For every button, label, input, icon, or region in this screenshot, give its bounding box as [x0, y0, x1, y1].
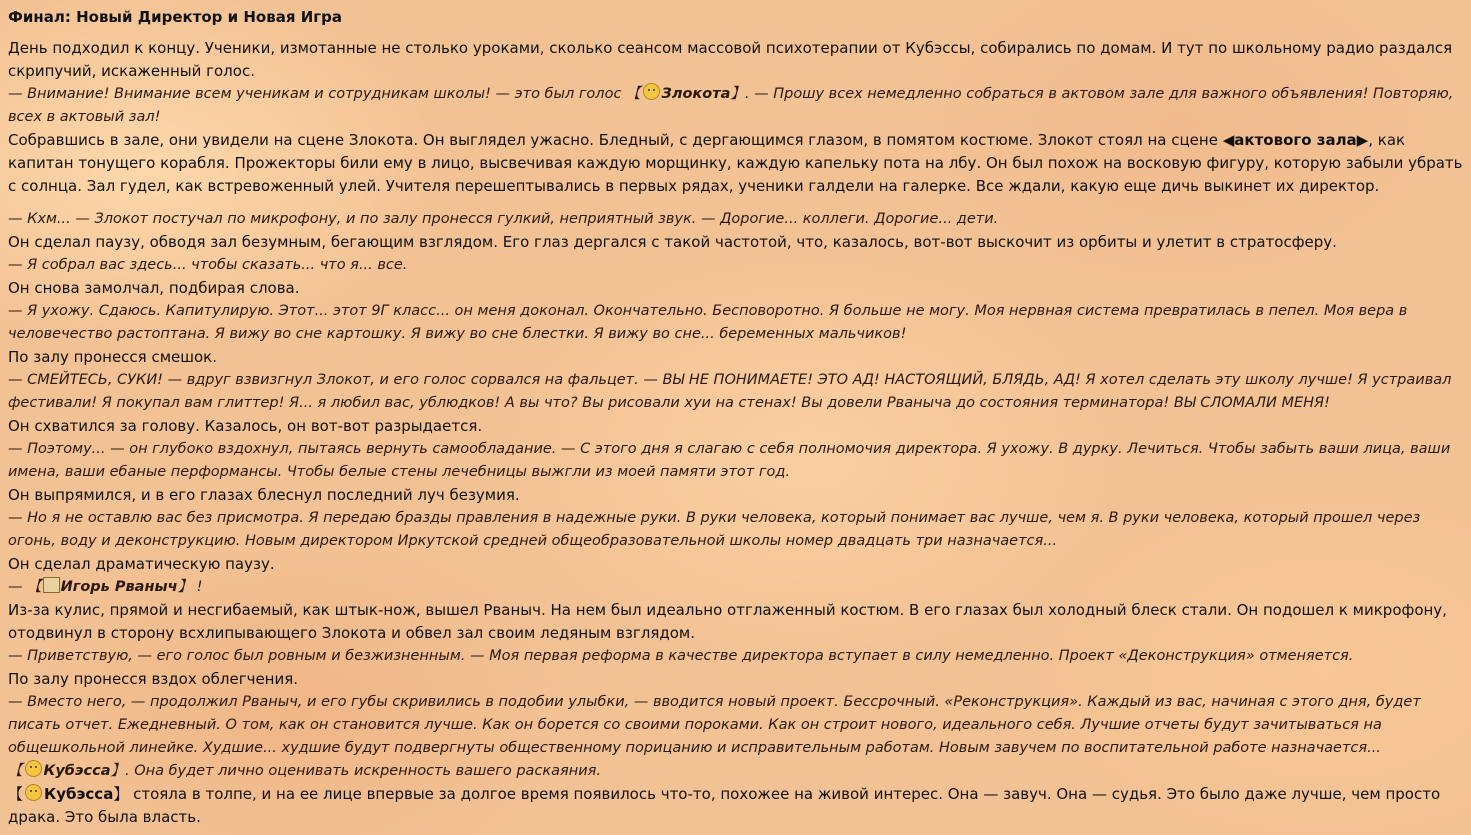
paragraph-narration-6: Он сделал драматическую паузу.	[8, 555, 275, 573]
paragraph-dialogue-4: — СМЕЙТЕСЬ, СУКИ! — вдруг взвизгнул Злокот, и его голос сорвался на фальцет. — ВЫ НЕ ПОНИМАЕТЕ! ЭТО АД! НАСТОЯЩИЙ, БЛЯДЬ, АД! Я хотел сделать эту школу лучше! Я устраивал фестивали! Я покупал вам глиттер! Я... я любил вас, ублюдков! А вы что? Вы рисовали хуи на стенах! Вы довели Рваныча до состояния терминатора! ВЫ СЛОМАЛИ МЕНЯ!	[8, 372, 1452, 411]
paragraph-dialogue-5: — Поэтому... — он глубоко вздохнул, пытаясь вернуть самообладание. — С этого дня я слагаю с себя полномочия директора. Я ухожу. В дурку. Лечиться. Чтобы забыть ваши лица, ваши имена, ваши ебаные перформансы. Чтобы белые стены лечебницы выжгли из моей памяти этот год.	[8, 441, 1451, 480]
paragraph-narration-7: Из-за кулис, прямой и несгибаемый, как штык-нож, вышел Рваныч. На нем был идеально отглаженный костюм. В его глазах был холодный блеск стали. Он подошел к микрофону, отодвинул в сторону всхлипывающего Злокота и обвел зал своим ледяным взглядом.	[8, 601, 1447, 642]
reconstruction-text-end: . Она будет лично оценивать искренность вашего раскаяния.	[125, 763, 602, 779]
character-tag-rvanych[interactable]: 【 Игорь Рваныч】	[27, 579, 193, 595]
paragraph-announcement	[8, 83, 1463, 129]
paragraph-dialogue-2: — Я собрал вас здесь... чтобы сказать... что я... все.	[8, 257, 408, 273]
dash: —	[8, 579, 23, 595]
paragraph-narration-1: Он сделал паузу, обводя зал безумным, бегающим взглядом. Его глаз дергался с такой частотой, что, казалось, вот-вот выскочит из орбиты и улетит в стратосферу.	[8, 233, 1337, 251]
paragraph-narration-2: Он снова замолчал, подбирая слова.	[8, 279, 300, 297]
paragraph-hall	[8, 129, 1463, 198]
character-name-zlokota: Злокота	[661, 86, 731, 102]
paragraph-dialogue-3: — Я ухожу. Сдаюсь. Капитулирую. Этот... этот 9Г класс... он меня доконал. Окончательно. Бесповоротно. Я больше не могу. Моя нервная система превратилась в пепел. Моя вера в человечество растоптана. Я вижу во сне картошку. Я вижу во сне блестки. Я вижу во сне... беременных мальчиков!	[8, 303, 1408, 342]
paragraph-narration-3: По залу пронесся смешок.	[8, 348, 217, 366]
smiley-face-icon	[25, 784, 42, 801]
paragraph-narration-5: Он выпрямился, и в его глазах блеснул последний луч безумия.	[8, 486, 520, 504]
hall-text-end: , как капитан тонущего корабля. Прожекторы били ему в лицо, высвечивая каждую морщинку, каждую капельку пота на лбу. Он был похож на восковую фигуру, которую забыли убрать с солнца. Зал гудел, как встревоженный улей. Учителя перешептывались в первых рядах, ученики галдели на галерке. Все ждали, какую еще дичь выкинет их директор.	[8, 131, 1463, 195]
paragraph-narration-4: Он схватился за голову. Казалось, он вот-вот разрыдается.	[8, 417, 483, 435]
smiley-face-icon	[25, 760, 42, 777]
paragraph-narration-8: По залу пронесся вздох облегчения.	[8, 670, 299, 688]
character-tag-kubessa[interactable]: 【 Кубэсса】	[8, 763, 125, 779]
announcement-text-start: — Внимание! Внимание всем ученикам и сотрудникам школы! — это был голос	[8, 86, 622, 102]
story-title: Финал: Новый Директор и Новая Игра	[8, 8, 342, 26]
paragraph-dialogue-6: — Но я не оставлю вас без присмотра. Я передаю бразды правления в надежные руки. В руки человека, который понимает вас лучше, чем я. В руки человека, который прошел через огонь, воду и деконструкцию. Новым директором Иркутской средней общеобразовательной школы номер двадцать три назначается...	[8, 510, 1421, 549]
final-text: стояла в толпе, и на ее лице впервые за долгое время появилось что-то, похожее на живой интерес. Она — завуч. Она — судья. Это было даже лучше, чем просто драка. Это была власть.	[8, 785, 1441, 826]
announcement-text-end: . — Прошу всех немедленно собраться в актовом зале для важного объявления! Повторяю, всех в актовый зал!	[8, 86, 1454, 125]
character-name-rvanych: Игорь Рваныч	[60, 579, 178, 595]
character-tag-kubessa-2[interactable]: 【 Кубэсса】	[8, 785, 129, 803]
cat-face-icon	[643, 83, 660, 100]
character-tag-zlokota[interactable]: 【 Злокота】	[626, 86, 745, 102]
location-tag-hall[interactable]: ◀актового зала▶	[1222, 131, 1369, 149]
paragraph-dialogue-1: — Кхм... — Злокот постучал по микрофону, и по залу пронесся гулкий, неприятный звук. — Дорогие... коллеги. Дорогие... дети.	[8, 211, 999, 227]
paragraph-final	[8, 783, 1463, 829]
scroll-icon	[43, 577, 60, 593]
paragraph-intro: День подходил к концу. Ученики, измотанные не столько уроками, сколько сеансом массовой психотерапии от Кубэссы, собирались по домам. И тут по школьному радио раздался скрипучий, искаженный голос.	[8, 39, 1453, 80]
character-name-kubessa-2: Кубэсса	[44, 785, 114, 803]
hall-text-start: Собравшись в зале, они увидели на сцене Злокота. Он выглядел ужасно. Бледный, с дергающимся глазом, в помятом костюме. Злокот стоял на сцене	[8, 131, 1218, 149]
paragraph-new-director	[8, 576, 1463, 599]
character-name-kubessa: Кубэсса	[43, 763, 111, 779]
paragraph-dialogue-7: — Приветствую, — его голос был ровным и безжизненным. — Моя первая реформа в качестве директора вступает в силу немедленно. Проект «Деконструкция» отменяется.	[8, 648, 1354, 664]
reconstruction-text: — Вместо него, — продолжил Рваныч, и его губы скривились в подобии улыбки, — вводится новый проект. Бессрочный. «Реконструкция». Каждый из вас, начиная с этого дня, будет писать отчет. Ежедневный. О том, как он становится лучше. Как он борется со своими пороками. Как он строит нового, идеального себя. Лучшие отчеты будут зачитываться на общешкольной линейке. Худшие... худшие будут подвергнуты общественному порицанию и исправительным работам. Новым завучем по воспитательной работе назначается...	[8, 694, 1421, 756]
exclamation: !	[196, 579, 203, 595]
paragraph-dialogue-8	[8, 691, 1463, 783]
